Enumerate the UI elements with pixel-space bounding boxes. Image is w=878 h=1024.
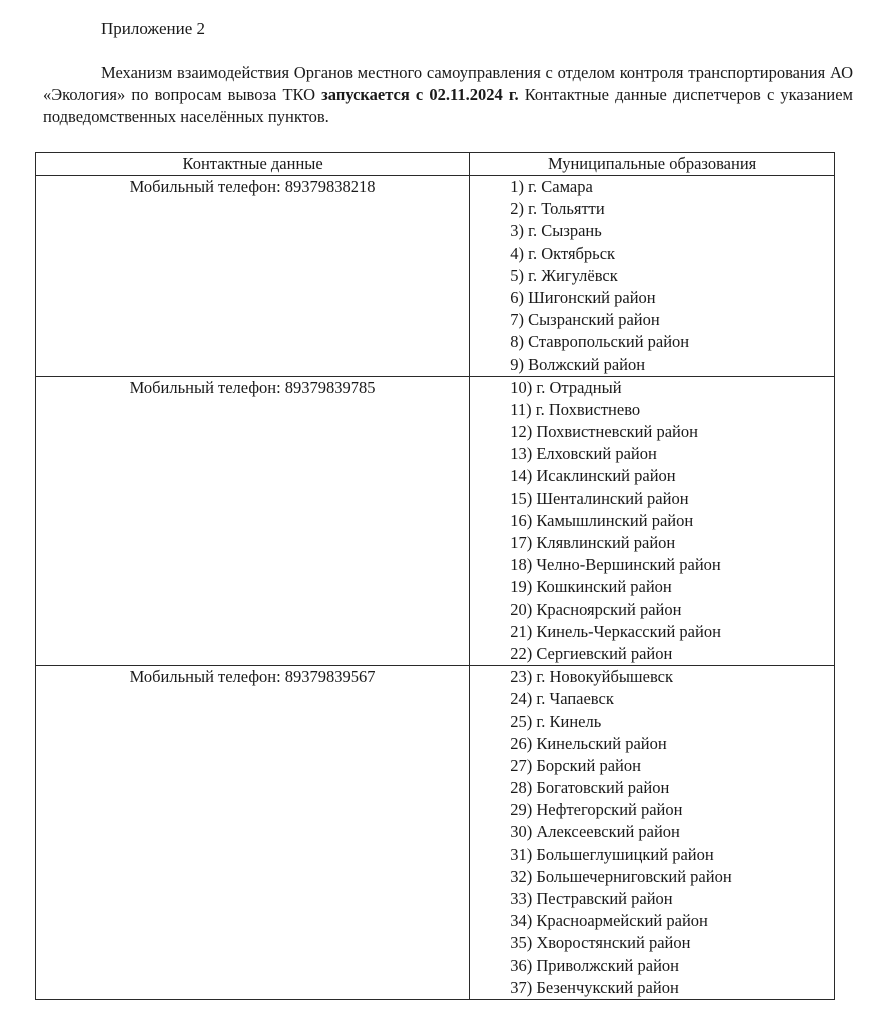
municipality-item: 11) г. Похвистнево [510,399,641,419]
municipality-item: 23) г. Новокуйбышевск [510,667,673,687]
municipality-item: 16) Камышлинский район [510,510,694,530]
municipality-item: 34) Красноармейский район [510,911,708,931]
municipality-item: 5) г. Жигулёвск [510,265,618,285]
table-row [36,176,835,377]
municipality-item: 1) г. Самара [510,177,593,196]
table-row [36,666,835,1000]
municipality-item: 6) Шигонский район [510,287,656,307]
intro-text-contacts: Контактные данные диспетчеров с указанием подведомственных населённых пунктов. [43,85,853,126]
municipality-item: 22) Сергиевский район [510,643,673,663]
municipality-item: 15) Шенталинский район [510,488,689,508]
contact-phone: Мобильный телефон: 89379839567 [36,666,470,1000]
municipalities-cell [470,376,835,665]
contact-phone: Мобильный телефон: 89379839785 [36,376,470,665]
municipality-item: 20) Красноярский район [510,599,682,619]
municipality-item: 21) Кинель-Черкасский район [510,621,721,641]
table-body [36,176,835,1000]
municipality-item: 28) Богатовский район [510,778,670,798]
header-municipalities: Муниципальные образования [470,153,835,176]
municipality-item: 37) Безенчукский район [510,977,679,997]
municipality-item: 14) Исаклинский район [510,466,676,486]
header-contacts: Контактные данные [36,153,470,176]
municipality-item: 3) г. Сызрань [510,221,602,241]
municipality-item: 4) г. Октябрьск [510,243,616,263]
municipality-item: 9) Волжский район [510,354,646,374]
municipality-item: 12) Похвистневский район [510,422,698,442]
municipality-item: 13) Елховский район [510,444,657,464]
municipality-item: 36) Приволжский район [510,955,679,975]
contact-phone: Мобильный телефон: 89379838218 [36,176,470,377]
municipality-list [470,377,834,665]
intro-text: Механизм взаимодействия Органов местного самоуправления с отделом контроля транспортирования АО «Экология» по вопросам вывоза ТКО [43,63,853,104]
table-row [36,376,835,665]
municipality-item: 17) Клявлинский район [510,533,676,552]
municipality-item: 8) Ставропольский район [510,332,690,352]
municipality-item: 19) Кошкинский район [510,577,672,597]
municipalities-cell [470,176,835,377]
municipality-item: 33) Пестравский район [510,889,673,908]
municipality-item: 25) г. Кинель [510,711,602,731]
table-header-row [36,153,835,176]
municipality-item: 18) Челно-Вершинский район [510,555,721,575]
municipality-item: 35) Хворостянский район [510,933,691,953]
municipality-item: 29) Нефтегорский район [510,800,683,820]
intro-paragraph [43,62,853,128]
municipality-item: 26) Кинельский район [510,733,667,753]
municipality-item: 32) Большечерниговский район [510,866,732,886]
municipality-item: 2) г. Тольятти [510,199,605,219]
municipality-list [470,176,834,376]
municipality-list [470,666,834,999]
launch-date: запускается с 02.11.2024 г. [321,85,519,104]
dispatcher-table [35,152,835,1000]
appendix-title: Приложение 2 [101,19,205,38]
municipality-item: 24) г. Чапаевск [510,689,614,709]
municipalities-cell [470,666,835,1000]
municipality-item: 27) Борский район [510,755,641,775]
municipality-item: 31) Большеглушицкий район [510,844,714,864]
municipality-item: 7) Сызранский район [510,310,660,330]
municipality-item: 10) г. Отрадный [510,377,622,397]
municipality-item: 30) Алексеевский район [510,822,680,842]
